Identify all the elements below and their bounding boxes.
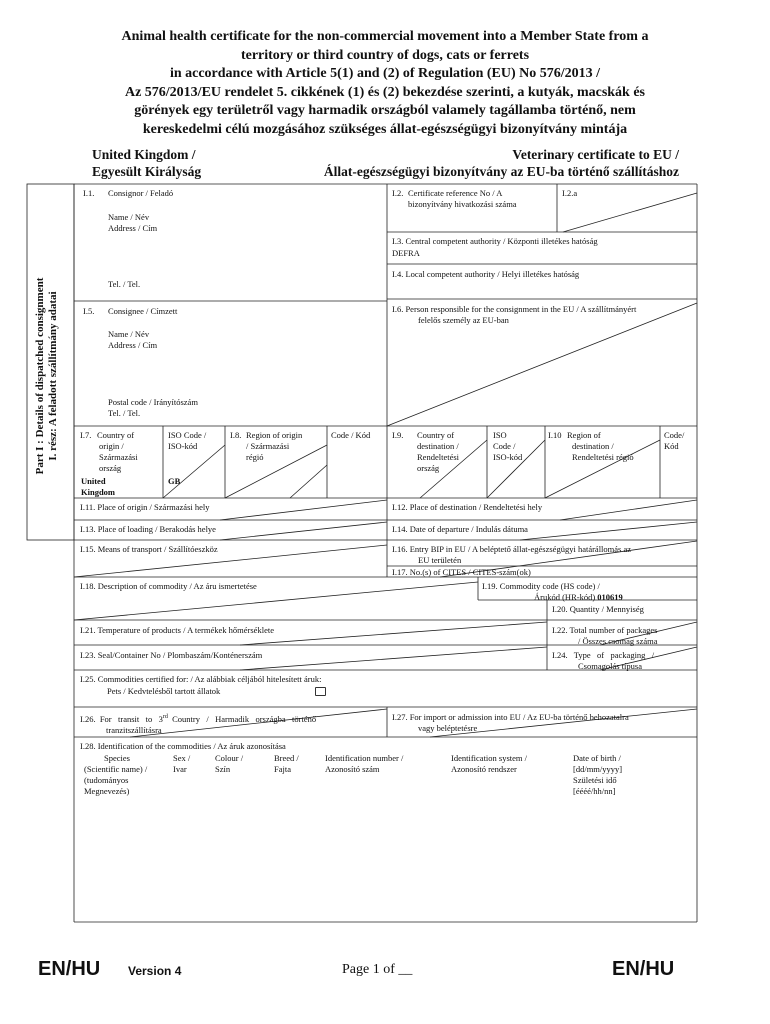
title-line: territory or third country of dogs, cats or ferrets [240,47,530,63]
colour-header-line: Colour / [215,753,244,763]
box-consignor-number: I.1. [83,188,95,198]
country-hu: Egyesült Királyság [92,164,202,179]
region-destination-line: Region of [567,430,601,440]
dob-header-line: [éééé/hh/nn] [573,786,616,796]
packaging-type-label [552,650,694,672]
consignor-tel-label: Tel. / Tel. [108,279,141,289]
box-i2a-label: I.2.a [562,188,578,198]
iso-code-value: GB [168,476,181,486]
transit-line: tranzitszállításra [106,724,162,735]
species-header-line: Megnevezés) [84,786,130,796]
species-header-line: Species [104,753,130,763]
cites-numbers-label: I.17. No.(s) of CITES / CITES-szám(ok) [392,567,531,577]
region-origin-label [246,430,302,463]
colour-column-header [215,753,243,775]
box-region-destination-number: I.10 [548,430,562,440]
region-origin-line: régió [246,452,264,462]
region-destination-label [567,430,634,463]
identification-commodities-label: I.28. Identification of the commodities / Az áruk azonosítása [80,741,286,751]
commodity-code-label [482,581,623,603]
box-region-origin-number: I.8. [230,430,242,440]
pets-option-label: Pets / Kedvtelésből tartott állatok [107,686,221,696]
transit-superscript: rd [162,714,168,720]
certificate-ref-label [408,188,517,210]
box-certificate-ref-number: I.2. [392,188,404,198]
region-destination-code-label [664,430,684,452]
language-code-left: EN/HU [38,958,101,980]
dob-header-line: [dd/mm/yyyy] [573,764,623,774]
language-code-right: EN/HU [612,958,675,980]
central-authority-value: DEFRA [392,248,420,258]
title-line: Animal health certificate for the non-commercial movement into a Member State from a [121,29,649,44]
commodity-code-value: 010619 [597,592,623,602]
id-system-column-header [451,753,527,775]
species-column-header [84,753,147,797]
region-destination-line: Rendeltetési régió [572,452,634,462]
country-origin-line: origin / [99,441,124,451]
sex-header-line: Sex / [173,753,191,763]
country-origin-value-line: Kingdom [81,487,116,497]
country-origin-label [97,430,138,474]
title-line: kereskedelmi célú mozgásához szükséges állat-egészségügyi bizonyítvány mintája [142,121,628,137]
entry-bip-line: EU területén [418,555,462,565]
total-packages-line: / Összes csomag száma [578,636,658,646]
region-destination-code-line: Code/ [664,430,685,440]
consignee-name-label: Name / Név [108,329,150,339]
sex-header-line: Ivar [173,764,187,774]
breed-header-line: Breed / [274,753,299,763]
title-line: görények egy területről vagy harmadik országból valamely tagállamba történő, nem [134,103,636,118]
entry-bip-label [392,544,631,566]
entry-bip-line: I.16. Entry BIP in EU / A beléptető állat-egészségügyi határállomás az [392,544,632,554]
breed-column-header [274,753,299,775]
cert-type-en: Veterinary certificate to EU / [512,147,679,162]
country-origin-line: Country of [97,430,135,440]
iso-code-label-hu: ISO-kód [168,441,198,451]
country-destination-line: destination / [417,441,459,451]
consignee-postal-label: Postal code / Irányítószám [108,397,198,407]
quantity-label: I.20. Quantity / Mennyiség [552,604,644,614]
means-of-transport-label: I.15. Means of transport / Szállítóeszköz [80,544,218,554]
certificate-ref-label-en: Certificate reference No / A [408,188,503,198]
place-of-destination-label: I.12. Place of destination / Rendeltetési hely [392,502,543,512]
place-of-loading-label: I.13. Place of loading / Berakodás helye [80,524,216,534]
region-origin-code-label: Code / Kód [331,430,371,440]
commodities-certified-label: I.25. Commodities certified for: / Az alábbiak céljából hitelesített áruk: [80,674,322,684]
dob-header-line: Születési idő [573,775,617,785]
country-destination-line: ország [417,463,440,473]
box-consignee-number: I.5. [83,306,95,316]
consignor-address-label: Address / Cím [108,223,158,233]
species-header-line: (Scientific name) / [84,764,148,774]
central-authority-label: I.3. Central competent authority / Központi illetékes hatóság [392,236,598,246]
destination-iso-label [493,430,522,463]
total-packages-line: I.22. Total number of packages [552,625,658,635]
cert-type-hu: Állat-egészségügyi bizonyítvány az EU-ba történő szállításhoz [323,164,679,179]
id-number-column-header [325,753,403,775]
species-header-line: (tudományos [84,775,129,785]
side-frame [27,184,74,540]
transit-label [80,712,385,736]
place-of-origin-label: I.11. Place of origin / Származási hely [80,502,210,512]
consignor-name-label: Name / Név [108,212,150,222]
country-origin-value [81,476,115,498]
certificate-ref-label-hu: bizonyítvány hivatkozási száma [408,199,517,209]
iso-code-label [168,430,206,452]
region-destination-code-line: Kód [664,441,679,451]
pets-checkbox[interactable] [315,687,326,696]
iso-code-label-en: ISO Code / [168,430,207,440]
box-consignee-label: Consignee / Címzett [108,306,178,316]
destination-iso-line: Code / [493,441,516,451]
breed-header-line: Fajta [274,764,291,774]
transit-line-cont: Country / Harmadik országba történő [167,713,317,724]
region-origin-line: / Származási [246,441,290,451]
id-number-header-line: Azonosító szám [325,764,380,774]
consignee-tel-label: Tel. / Tel. [108,408,141,418]
responsible-person-label [392,304,636,326]
import-admission-label [392,712,629,734]
responsible-person-label-hu: felelős személy az EU-ban [418,315,509,325]
import-admission-line: I.27. For import or admission into EU / Az EU-ba történő behozatalra [392,712,629,722]
transit-line: I.26. For transit to 3 [80,713,163,724]
box-country-origin-number: I.7. [80,430,92,440]
country-destination-line: Rendeltetési [417,452,460,462]
commodity-description-label: I.18. Description of commodity / Az áru ismertetése [80,581,257,591]
box-consignor-label: Consignor / Feladó [108,188,174,198]
id-number-header-line: Identification number / [325,753,404,763]
country-en: United Kingdom / [92,147,196,162]
region-destination-line: destination / [572,441,614,451]
date-of-departure-label: I.14. Date of departure / Indulás dátuma [392,524,528,534]
country-origin-line: ország [99,463,122,473]
temperature-label: I.21. Temperature of products / A termékek hőmérséklete [80,625,274,635]
region-origin-line: Region of origin [246,430,303,440]
commodity-code-label-en: I.19. Commodity code (HS code) / [482,581,600,591]
country-origin-value-line: United [81,476,106,486]
page-number: Page 1 of __ [342,962,413,977]
country-destination-line: Country of [417,430,455,440]
dob-header-line: Date of birth / [573,753,621,763]
country-destination-label [417,430,459,474]
seal-container-label: I.23. Seal/Container No / Plombaszám/Konténerszám [80,650,263,660]
id-system-header-line: Azonosító rendszer [451,764,517,774]
packaging-type-line: Csomagolás típusa [578,661,642,671]
title-line: in accordance with Article 5(1) and (2) of Regulation (EU) No 576/2013 / [169,66,601,81]
side-label-hu: I. rész: A feladott szállítmány adatai [47,291,59,461]
destination-iso-line: ISO-kód [493,452,523,462]
box-country-destination-number: I.9. [392,430,404,440]
responsible-person-label-en: I.6. Person responsible for the consignment in the EU / A szállítmányért [392,304,637,314]
total-packages-label [552,625,658,647]
packaging-type-line: I.24. Type of packaging / [552,650,655,660]
sex-column-header [173,753,190,775]
destination-iso-line: ISO [493,430,507,440]
country-origin-line: Származási [99,452,138,462]
import-admission-line: vagy beléptetésre [418,723,478,733]
date-of-birth-column-header [573,753,622,797]
title-line: Az 576/2013/EU rendelet 5. cikkének (1) és (2) bekezdése szerinti, a kutyák, macskák és [124,84,646,100]
colour-header-line: Szín [215,764,231,774]
id-system-header-line: Identification system / [451,753,528,763]
side-label-en: Part I : Details of dispatched consignment [34,277,46,475]
commodity-code-label-hu: Árukód (HR-kód) [534,592,596,602]
local-authority-label: I.4. Local competent authority / Helyi illetékes hatóság [392,269,580,279]
consignee-address-label: Address / Cím [108,340,158,350]
version-label: Version 4 [128,964,182,978]
